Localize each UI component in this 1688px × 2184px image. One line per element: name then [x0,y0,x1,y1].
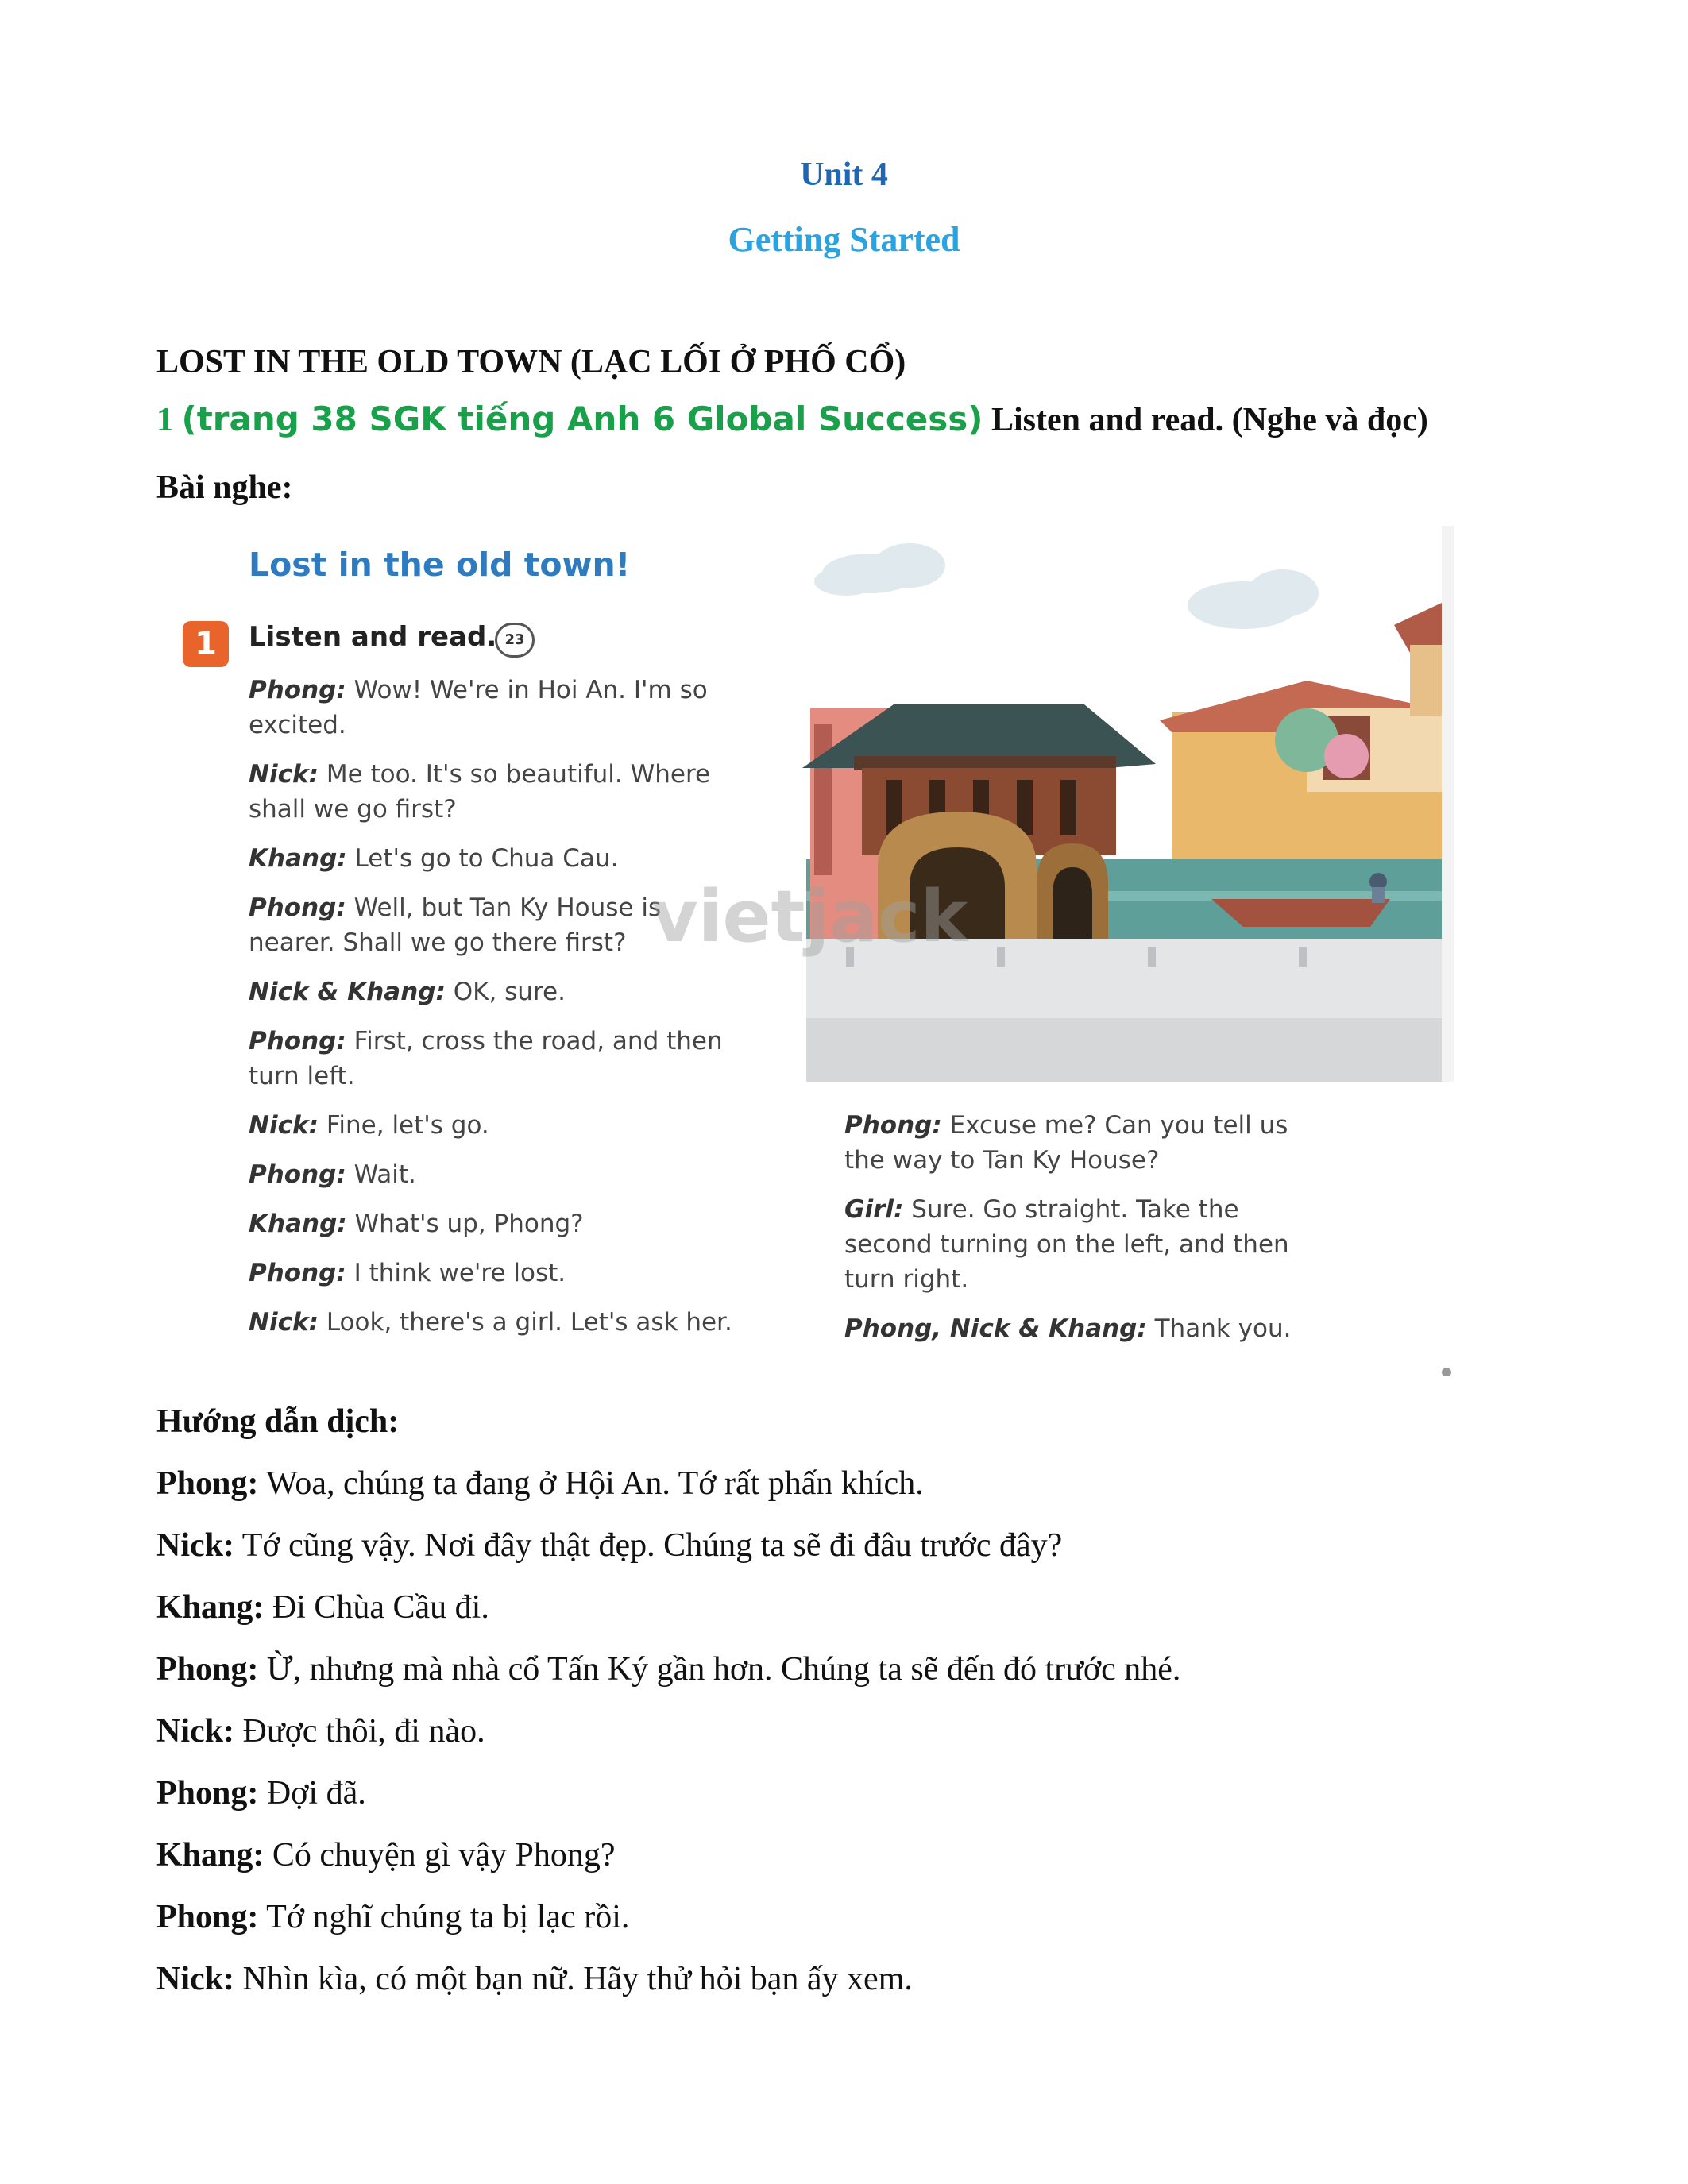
book-instruction: Listen and read. [249,621,497,653]
dialogue-line: Nick: Fine, let's go. [249,1111,489,1140]
dialogue-line: Nick: Look, there's a girl. Let's ask her. [249,1308,732,1337]
book-title: Lost in the old town! [249,546,631,584]
exercise-source: (trang 38 SGK tiếng Anh 6 Global Success) [181,399,983,438]
dialogue-line: Phong, Nick & Khang: Thank you. [844,1314,1292,1343]
dialogue-line: Phong: Well, but Tan Ky House is nearer. Shall we go there first? [249,893,662,957]
dialogue-line: Khang: Let's go to Chua Cau. [249,844,619,873]
exercise-number: 1 [156,402,173,438]
translation-line: Nick: Tớ cũng vậy. Nơi đây thật đẹp. Chúng ta sẽ đi đâu trước đây? [156,1527,1063,1564]
dialogue-line: Phong: Wait. [249,1160,416,1189]
dialogue-line: Girl: Sure. Go straight. Take the second turning on the left, and then turn right. [844,1195,1289,1294]
dialogue-line: Phong: I think we're lost. [249,1259,566,1287]
watermark-logo: vietjack [651,875,968,959]
dialogue-line: Khang: What's up, Phong? [249,1210,584,1238]
translation-line: Phong: Woa, chúng ta đang ở Hội An. Tớ rất phấn khích. [156,1465,924,1502]
exercise-instruction: Listen and read. (Nghe và đọc) [991,402,1428,438]
translation-line: Phong: Tớ nghĩ chúng ta bị lạc rồi. [156,1899,630,1935]
translation-line: Phong: Đợi đã. [156,1775,366,1812]
translation-line: Nick: Được thôi, đi nào. [156,1713,485,1750]
hoi-an-bridge-illustration [798,526,1454,1082]
dialogue-left [249,673,732,1354]
exercise-badge: 1 [183,621,229,667]
translation-line: Phong: Ừ, nhưng mà nhà cổ Tấn Ký gần hơn. Chúng ta sẽ đến đó trước nhé. [156,1651,1181,1688]
translation-line: Khang: Có chuyện gì vậy Phong? [156,1837,616,1873]
exercise-heading [156,399,1428,439]
dialogue-line: Phong: Excuse me? Can you tell us the way to Tan Ky House? [844,1111,1288,1175]
unit-title: Unit 4 [800,156,888,193]
dialogue-line: Phong: First, cross the road, and then turn left. [249,1027,723,1090]
translation-label: Hướng dẫn dịch: [156,1403,400,1440]
audio-track-icon: 23 [495,623,535,658]
textbook-image [179,526,1454,1376]
translation-line: Nick: Nhìn kìa, có một bạn nữ. Hãy thử hỏi bạn ấy xem. [156,1961,913,1997]
section-subtitle: Getting Started [728,220,960,259]
dialogue-right [844,1108,1291,1360]
translation-line: Khang: Đi Chùa Cầu đi. [156,1589,489,1626]
dialogue-line: Nick: Me too. It's so beautiful. Where shall we go first? [249,760,711,824]
dialogue-line: Phong: Wow! We're in Hoi An. I'm so excited. [249,676,708,739]
dialogue-line: Nick & Khang: OK, sure. [249,978,566,1006]
lesson-title: LOST IN THE OLD TOWN (LẠC LỐI Ở PHỐ CỔ) [156,344,906,380]
listen-label: Bài nghe: [156,469,293,506]
scroll-dot [1442,1368,1451,1376]
